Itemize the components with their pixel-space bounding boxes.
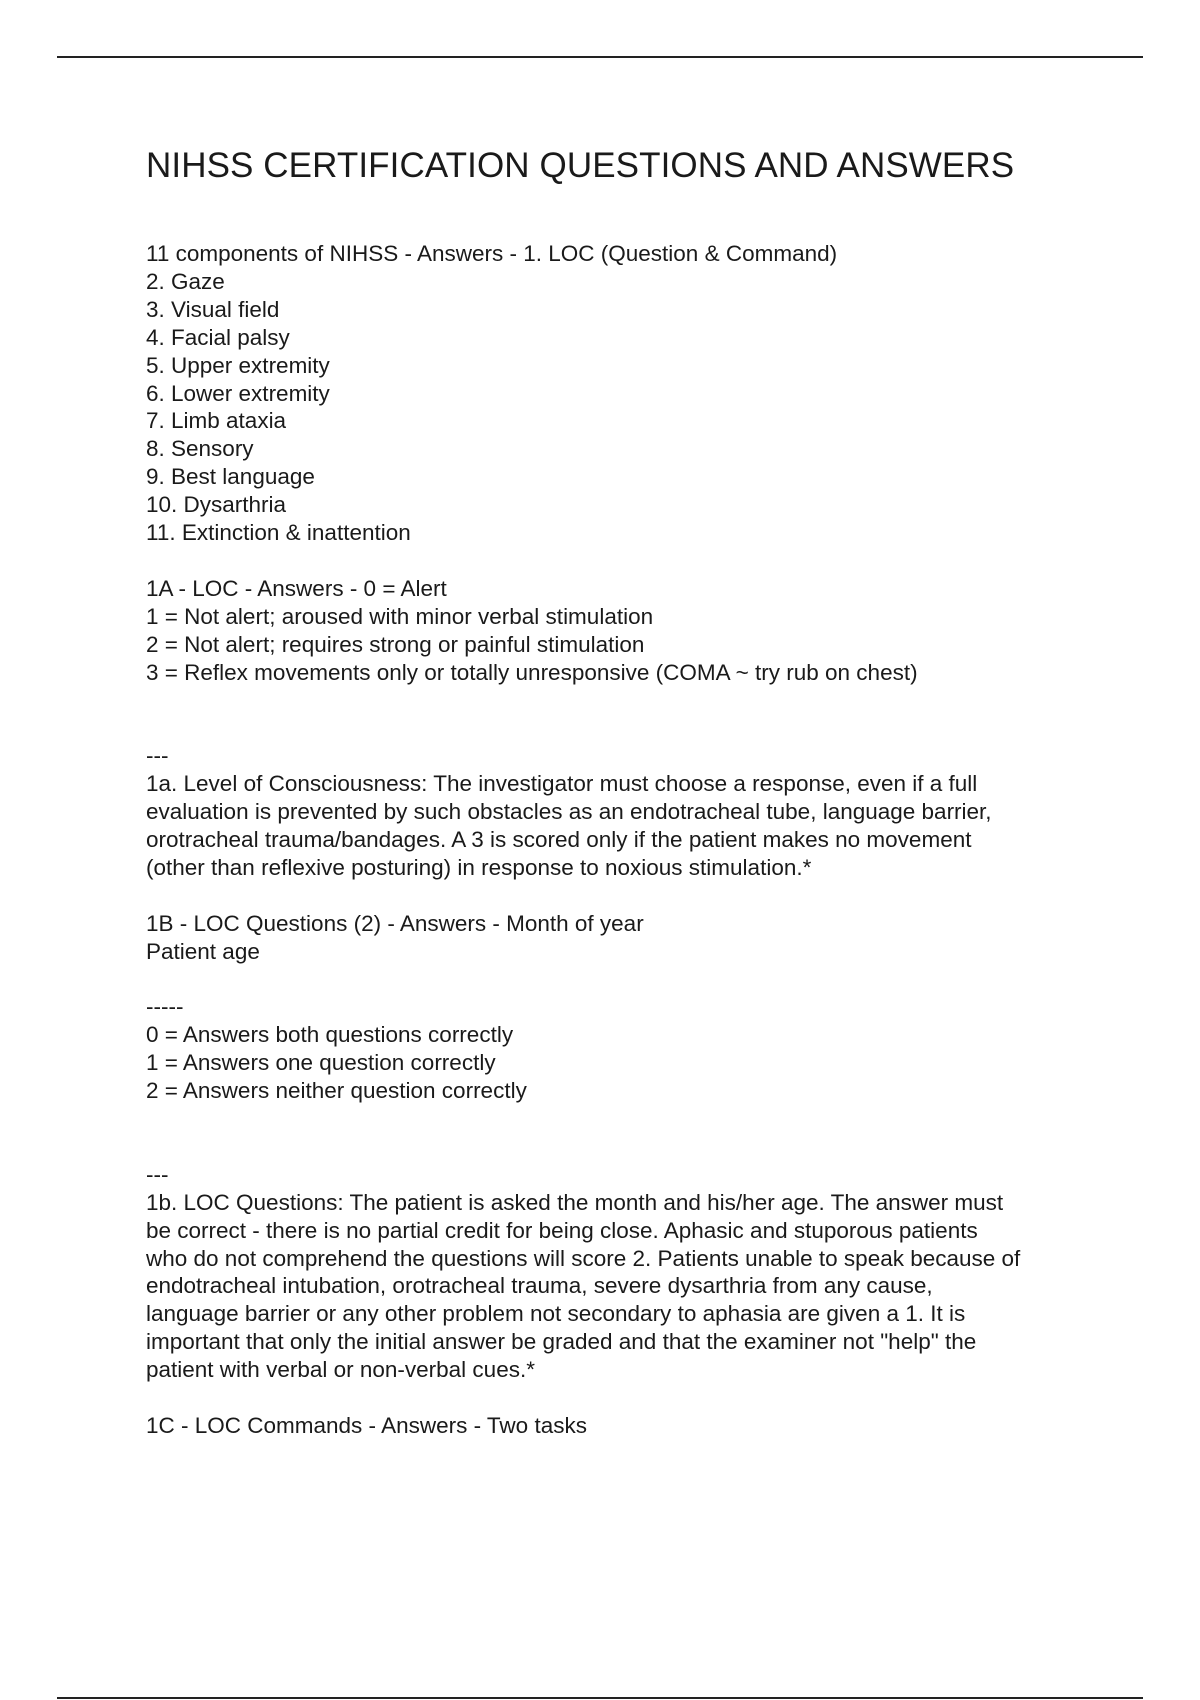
text-line: 4. Facial palsy (146, 324, 290, 350)
text-line: endotracheal intubation, orotracheal trauma, severe dysarthria from any cause, (146, 1273, 933, 1299)
loc-section (146, 575, 1106, 882)
text-line: (other than reflexive posturing) in response to noxious stimulation.* (146, 854, 812, 880)
text-line: 7. Limb ataxia (146, 408, 287, 434)
text-line: 8. Sensory (146, 436, 254, 462)
text-line: patient with verbal or non-verbal cues.* (146, 1357, 535, 1383)
text-line: evaluation is prevented by such obstacles as an endotracheal tube, language barrier, (146, 799, 992, 825)
text-line: 3 = Reflex movements only or totally unresponsive (COMA ~ try rub on chest) (146, 659, 918, 685)
text-line: 3. Visual field (146, 296, 280, 322)
text-line: important that only the initial answer be graded and that the examiner not "help" the (146, 1329, 977, 1355)
bottom-rule (57, 1697, 1143, 1699)
text-line: 1B - LOC Questions (2) - Answers - Month of year (146, 910, 644, 936)
text-line: 11. Extinction & inattention (146, 520, 411, 546)
text-line: 6. Lower extremity (146, 380, 330, 406)
text-line: 0 = Answers both questions correctly (146, 1022, 514, 1048)
text-line: 5. Upper extremity (146, 352, 330, 378)
text-line: 1 = Not alert; aroused with minor verbal stimulation (146, 603, 654, 629)
text-line: 10. Dysarthria (146, 492, 287, 518)
separator-line: --- (146, 1161, 169, 1187)
blank-line (146, 686, 1106, 714)
document-title: NIHSS CERTIFICATION QUESTIONS AND ANSWERS (146, 146, 1015, 185)
text-line: language barrier or any other problem not secondary to aphasia are given a 1. It is (146, 1301, 966, 1327)
blank-line (146, 714, 1106, 742)
text-line: 1A - LOC - Answers - 0 = Alert (146, 575, 447, 601)
text-line: 2. Gaze (146, 268, 225, 294)
text-line: orotracheal trauma/bandages. A 3 is scored only if the patient makes no movement (146, 826, 972, 852)
blank-line (146, 1133, 1106, 1161)
document-body (146, 136, 1106, 1468)
text-line: 1 = Answers one question correctly (146, 1050, 496, 1076)
separator-line: ----- (146, 994, 184, 1020)
blank-line (146, 966, 1106, 994)
text-line: Patient age (146, 938, 260, 964)
components-section (146, 240, 1106, 547)
text-line: 9. Best language (146, 464, 315, 490)
text-line: 1b. LOC Questions: The patient is asked the month and his/her age. The answer must (146, 1189, 1004, 1215)
loc-questions-section (146, 910, 1106, 1384)
loc-commands-section (146, 1412, 1106, 1440)
text-line: 2 = Not alert; requires strong or painful stimulation (146, 631, 645, 657)
text-line: 1C - LOC Commands - Answers - Two tasks (146, 1412, 587, 1438)
separator-line: --- (146, 743, 169, 769)
text-line: who do not comprehend the questions will score 2. Patients unable to speak because of (146, 1245, 1021, 1271)
text-line: be correct - there is no partial credit for being close. Aphasic and stuporous patients (146, 1217, 978, 1243)
blank-line (146, 1105, 1106, 1133)
text-line: 11 components of NIHSS - Answers - 1. LOC (Question & Command) (146, 241, 838, 266)
text-line: 2 = Answers neither question correctly (146, 1078, 527, 1104)
text-line: 1a. Level of Consciousness: The investigator must choose a response, even if a full (146, 771, 978, 797)
top-rule (57, 56, 1143, 58)
